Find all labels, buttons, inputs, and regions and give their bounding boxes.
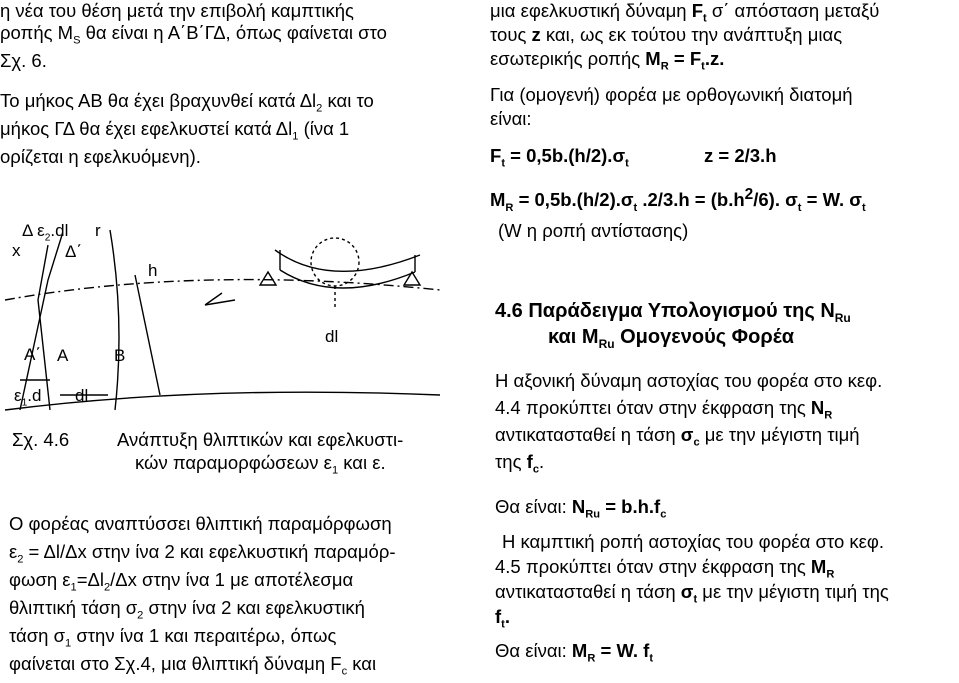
fig-label-a-prime: Α΄ — [24, 345, 41, 364]
p3-line-2: 4.4 προκύπτει όταν στην έκφραση της $N_R$ — [495, 397, 833, 422]
body-line-5: τάση $\sigma_1$ στην ίνα 1 και περαιτέρω, όπως — [9, 625, 337, 650]
bent-beam-bottom — [280, 270, 415, 288]
body-line-2: $\varepsilon_2 = \Delta l/\Delta x$ στην ίνα 2 και εφελκυστική παραμόρ- — [9, 541, 396, 566]
figure-caption-number: Σχ. 4.6 — [12, 429, 70, 450]
intro-line-1: η νέα του θέση μετά την επιβολή καμπτικής — [0, 0, 354, 21]
fig-label-delta-prime: Δ΄ — [65, 242, 83, 261]
p3-line-3: αντικατασταθεί η τάση $\sigma_c$ με την μέγιστη τιμή — [495, 424, 860, 449]
section-heading-line-2: και $M_{Ru}$ Ομογενούς Φορέα — [548, 326, 795, 351]
equation-z: z = 2/3.h — [704, 145, 777, 166]
fiber-top — [5, 280, 440, 300]
fig-label-a: Α — [57, 346, 69, 365]
intro-line-2: ροπής $M_S$ θα είναι η Α΄Β΄ΓΔ, όπως φαίνεται στο — [0, 22, 387, 47]
fig-label-delta-eps2-dl: Δ $\varepsilon_2.dl$ — [22, 221, 69, 244]
p3-line-4: της $f_c$. — [495, 451, 545, 476]
body-line-6: φαίνεται στο Σχ.4, μια θλιπτική δύναμη $F_c$ και — [9, 653, 377, 678]
fig-label-dl-mid: dl — [325, 327, 339, 346]
section-heading-line-1: 4.6 Παράδειγμα Υπολογισμού της $N_{Ru}$ — [495, 300, 851, 325]
fig-label-x: x — [12, 241, 21, 260]
equation-ft: $F_t = 0,5b.(h/2).\sigma_t$ — [490, 145, 629, 170]
p3-line-1: Η αξονική δύναμη αστοχίας του φορέα στο κεφ. — [495, 370, 883, 391]
left-support — [260, 272, 276, 285]
detail-circle — [311, 238, 359, 286]
body-line-4: θλιπτική τάση $\sigma_2$ στην ίνα 2 και εφελκυστική — [9, 597, 365, 622]
result-mr: Θα είναι: $M_R = W$. $f_t$ — [495, 640, 654, 665]
p4-line-1: Η καμπτική ροπή αστοχίας του φορέα στο κεφ. — [502, 531, 885, 552]
fig-label-h: h — [148, 261, 158, 280]
h-dimension — [135, 275, 160, 395]
arrow-left — [205, 293, 235, 305]
fig-label-r: r — [95, 221, 101, 240]
right-p1-line-3: εσωτερικής ροπής $M_R = F_t.z$. — [490, 48, 725, 73]
intro-line-6: ορίζεται η εφελκυόμενη). — [0, 146, 201, 167]
result-nru: Θα είναι: $N_{Ru} = b.h.f_c$ — [495, 496, 667, 521]
fig-label-b: Β — [114, 346, 126, 365]
fig-label-eps1-dl: $\varepsilon_1.d$ — [14, 386, 42, 409]
right-p1-line-2: τους z και, ως εκ τούτου την ανάπτυξη μιας — [490, 24, 843, 45]
section-line-b — [110, 230, 119, 410]
p4-line-2: 4.5 προκύπτει όταν στην έκφραση της $M_R$ — [495, 556, 835, 581]
note-w: (W η ροπή αντίστασης) — [498, 220, 689, 241]
p4-line-3: αντικατασταθεί η τάση $\sigma_t$ με την μέγιστη τιμή της — [495, 581, 889, 606]
deformation-figure — [0, 0, 470, 460]
figure-caption-line-2: κών παραμορφώσεων $\varepsilon_1$ και ε. — [135, 452, 386, 477]
right-p2-line-2: είναι: — [490, 108, 532, 129]
body-line-1: Ο φορέας αναπτύσσει θλιπτική παραμόρφωση — [9, 513, 392, 534]
right-p1-line-1: μια εφελκυστική δύναμη $F_t$ σ΄ απόσταση μεταξύ — [490, 0, 880, 25]
fig-label-dl-bottom: dl — [75, 386, 89, 405]
intro-line-4: Το μήκος ΑΒ θα έχει βραχυνθεί κατά $\Delta l_2$ και το — [0, 90, 374, 115]
body-line-3: φωση $\varepsilon_1=\Delta l_2/\Delta x$ στην ίνα 1 με αποτέλεσμα — [9, 569, 354, 594]
bent-beam-top — [275, 250, 420, 271]
right-p2-line-1: Για (ομογενή) φορέα με ορθογωνική διατομή — [490, 84, 853, 105]
p4-line-4: $f_t$. — [495, 606, 511, 631]
figure-caption-line-1: Ανάπτυξη θλιπτικών και εφελκυστι- — [117, 429, 404, 450]
intro-line-3: Σχ. 6. — [0, 50, 47, 71]
intro-line-5: μήκος ΓΔ θα έχει εφελκυστεί κατά $\Delta l_1$ (ίνα 1 — [0, 118, 350, 143]
equation-mr: $M_R = 0,5b.(h/2).\sigma_t$ $.2/3.h = (b.h^2/6)$. $\sigma_t = W$. $\sigma_t$ — [490, 186, 866, 214]
